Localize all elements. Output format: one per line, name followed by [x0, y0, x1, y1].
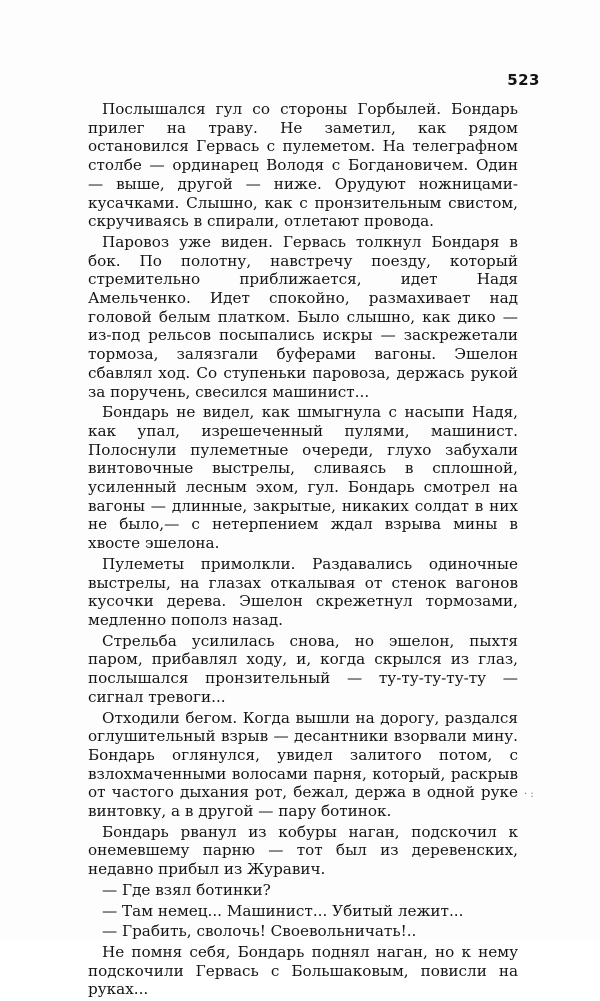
dialogue-line: — Где взял ботинки? — [102, 880, 271, 899]
paragraph: Стрельба усилилась снова, но эшелон, пыхтя паром, прибавлял ходу, и, когда скрылся из глаз, послышался пронзительный — ту-ту-ту-ту-ту — сигнал тревоги... — [88, 631, 518, 706]
text-block — [88, 100, 518, 1001]
scan-speck-icon: · : — [524, 789, 534, 800]
paragraph: Бондарь рванул из кобуры наган, подскочил к онемевшему парню — тот был из деревенских, недавно прибыл из Журавич. — [88, 822, 518, 879]
paragraph: Послышался гул со стороны Горбылей. Бондарь прилег на траву. Не заметил, как рядом остановился Гервась с пулеметом. На телеграфном столбе — ординарец Володя с Богдановичем. Один — выше, другой — ниже. Орудуют ножницами-кусачками. Слышно, как с пронзительным свистом, скручиваясь в спирали, отлетают провода. — [88, 100, 518, 231]
paragraph: Бондарь не видел, как шмыгнула с насыпи Надя, как упал, изрешеченный пулями, машинист. Полоснули пулеметные очереди, глухо забухали винтовочные выстрелы, сливаясь в сплошной, усиленный лесным эхом, гул. Бондарь смотрел на вагоны — длинные, закрытые, никаких солдат в них не было,— с нетерпением ждал взрыва мины в хвосте эшелона. — [88, 403, 518, 553]
paragraph: Не помня себя, Бондарь поднял наган, но к нему подскочили Гервась с Большаковым, повисли на руках... — [88, 942, 518, 999]
paragraph: Пулеметы примолкли. Раздавались одиночные выстрелы, на глазах откалывая от стенок вагонов кусочки дерева. Эшелон скрежетнул тормозами, медленно пополз назад. — [88, 554, 518, 629]
page-number: 523 — [507, 71, 540, 89]
paragraph: Отходили бегом. Когда вышли на дорогу, раздался оглушительный взрыв — десантники взорвали мину. Бондарь оглянулся, увидел залитого потом, с взлохмаченными волосами парня, который, раскрыв от частого дыхания рот, бежал, держа в одной руке винтовку, а в другой — пару ботинок. — [88, 708, 518, 821]
dialogue-line: — Грабить, сволочь! Своевольничать!.. — [102, 922, 417, 941]
paragraph: Паровоз уже виден. Гервась толкнул Бондаря в бок. По полотну, навстречу поезду, который стремительно приближается, идет Надя Амельченко. Идет спокойно, размахивает над головой белым платком. Было слышно, как дико — из-под рельсов посыпались искры — заскрежетали тормоза, залязгали буферами вагоны. Эшелон сбавлял ход. Со ступеньки паровоза, держась рукой за поручень, свесился машинист... — [88, 232, 518, 401]
dialogue-line: — Там немец... Машинист... Убитый лежит... — [102, 901, 464, 920]
